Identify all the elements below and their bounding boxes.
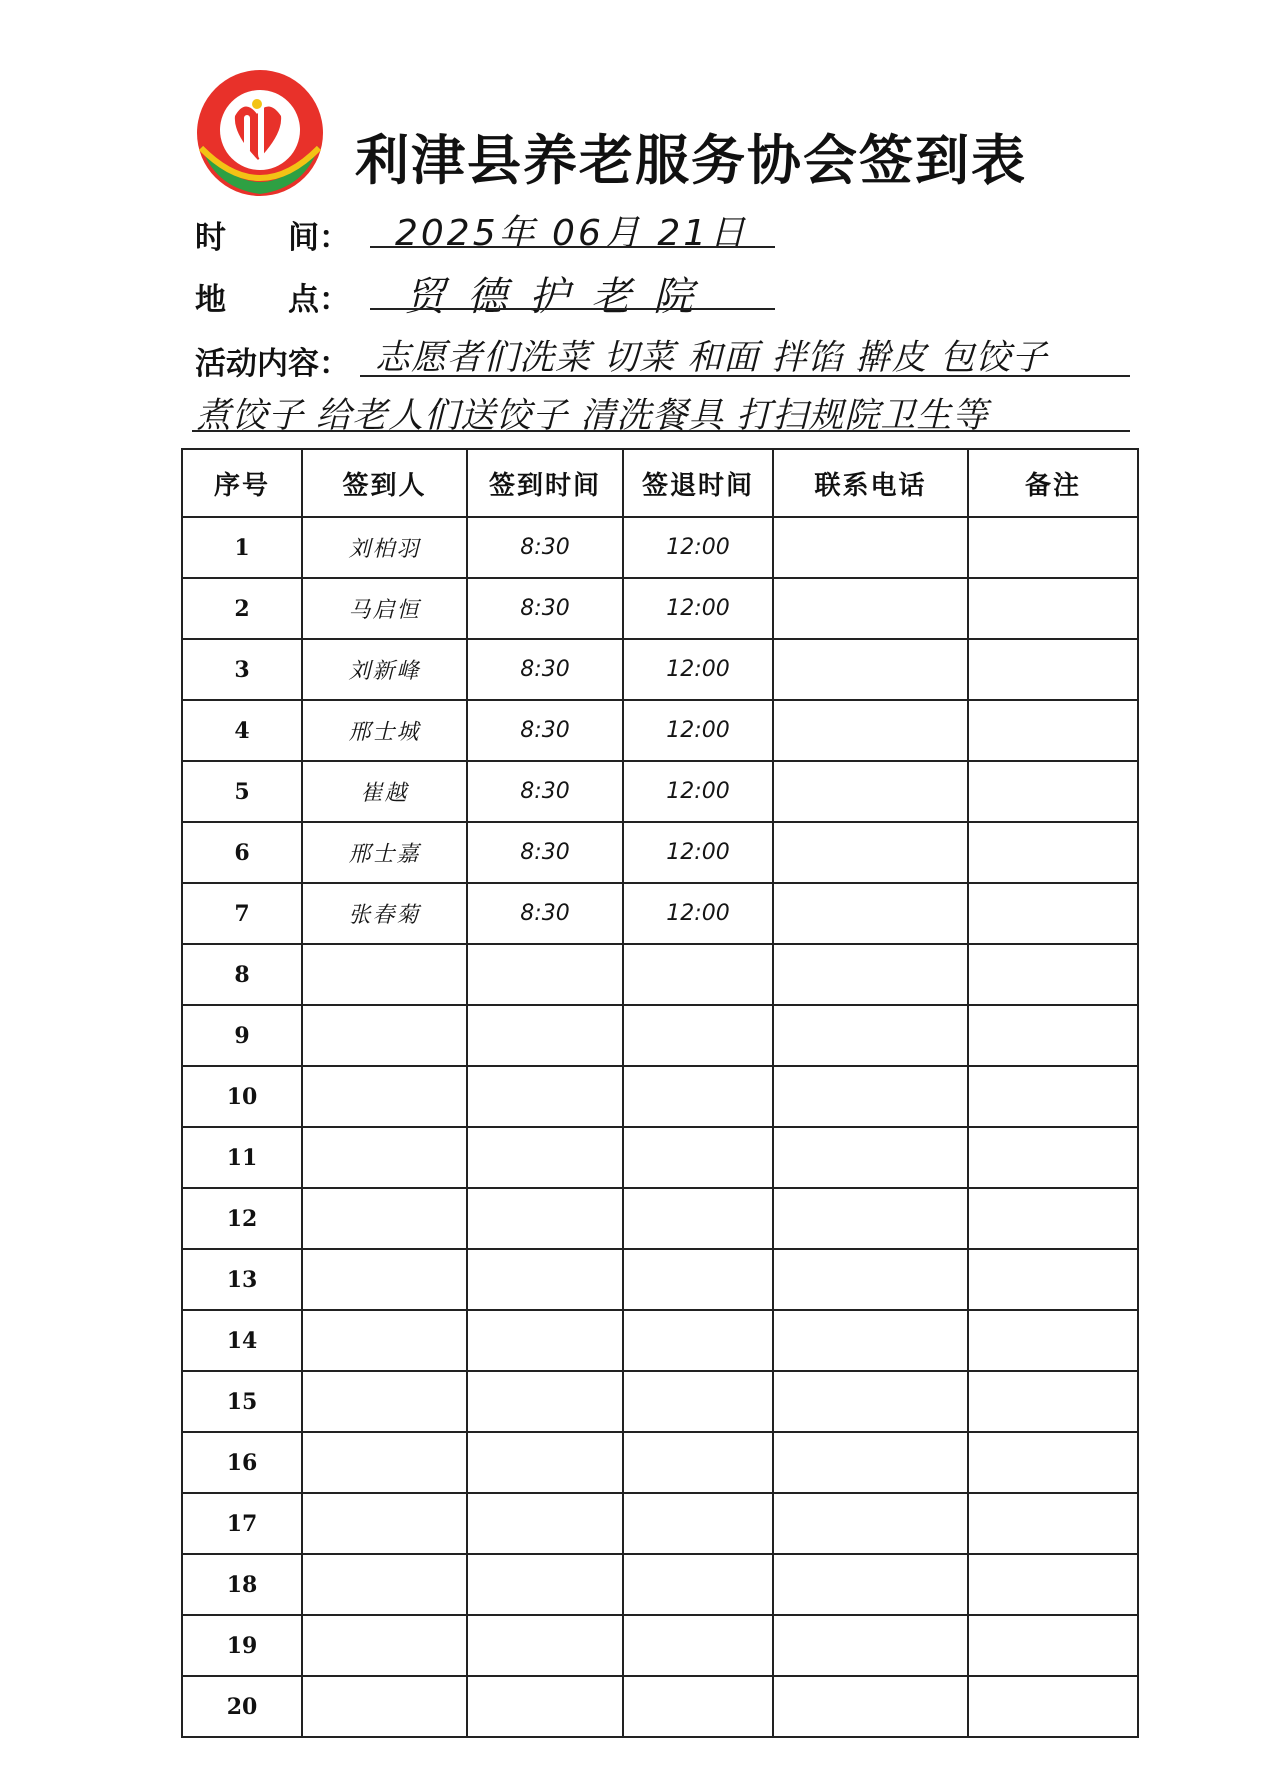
cell-note [968, 700, 1138, 761]
cell-checkout-time: 12:00 [623, 822, 773, 883]
sign-in-table [181, 448, 1139, 1738]
cell-checkin-time [467, 1493, 623, 1554]
cell-checkin-time: 8:30 [467, 883, 623, 944]
cell-no: 3 [182, 639, 302, 700]
cell-phone [773, 578, 968, 639]
cell-note [968, 1493, 1138, 1554]
cell-checkin-time [467, 1066, 623, 1127]
cell-no: 8 [182, 944, 302, 1005]
cell-note [968, 1310, 1138, 1371]
cell-checkout-time [623, 1249, 773, 1310]
cell-checkin-time [467, 1127, 623, 1188]
cell-phone [773, 1615, 968, 1676]
cell-checkout-time: 12:00 [623, 700, 773, 761]
cell-note [968, 1371, 1138, 1432]
association-logo [195, 68, 325, 198]
cell-note [968, 1188, 1138, 1249]
cell-name [302, 1005, 467, 1066]
activity-underline-1 [360, 375, 1130, 377]
table-row [182, 1432, 1138, 1493]
time-value: 2025年 06月 21日 [395, 213, 749, 254]
cell-note [968, 1554, 1138, 1615]
cell-phone [773, 822, 968, 883]
cell-checkout-time [623, 1005, 773, 1066]
cell-checkin-time [467, 1432, 623, 1493]
cell-note [968, 1127, 1138, 1188]
cell-name: 邢士城 [302, 700, 467, 761]
cell-checkin-time [467, 1615, 623, 1676]
cell-no: 19 [182, 1615, 302, 1676]
table-row [182, 883, 1138, 944]
table-row [182, 1005, 1138, 1066]
cell-phone [773, 700, 968, 761]
cell-name: 邢士嘉 [302, 822, 467, 883]
cell-note [968, 1249, 1138, 1310]
table-row [182, 1554, 1138, 1615]
cell-no: 14 [182, 1310, 302, 1371]
cell-phone [773, 1127, 968, 1188]
cell-name [302, 1310, 467, 1371]
activity-label: 活动内容： [195, 346, 350, 382]
cell-no: 9 [182, 1005, 302, 1066]
cell-checkin-time [467, 1005, 623, 1066]
cell-checkout-time [623, 1554, 773, 1615]
cell-checkin-time [467, 1188, 623, 1249]
place-label: 地 点： [195, 282, 350, 318]
cell-note [968, 578, 1138, 639]
place-underline [370, 308, 775, 310]
cell-no: 16 [182, 1432, 302, 1493]
cell-checkout-time: 12:00 [623, 761, 773, 822]
activity-underline-2 [192, 430, 1130, 432]
cell-no: 13 [182, 1249, 302, 1310]
cell-name: 刘柏羽 [302, 517, 467, 578]
cell-name: 马启恒 [302, 578, 467, 639]
cell-name [302, 1127, 467, 1188]
cell-no: 5 [182, 761, 302, 822]
cell-phone [773, 1432, 968, 1493]
cell-phone [773, 1188, 968, 1249]
table-row [182, 1310, 1138, 1371]
cell-phone [773, 517, 968, 578]
activity-line-2: 煮饺子 给老人们送饺子 清洗餐具 打扫规院卫生等 [196, 396, 989, 436]
page-title: 利津县养老服务协会签到表 [355, 128, 1027, 192]
cell-phone [773, 1371, 968, 1432]
header-phone: 联系电话 [773, 449, 968, 517]
cell-no: 1 [182, 517, 302, 578]
cell-phone [773, 639, 968, 700]
cell-name [302, 1554, 467, 1615]
cell-checkin-time: 8:30 [467, 639, 623, 700]
cell-checkin-time [467, 1371, 623, 1432]
cell-name: 刘新峰 [302, 639, 467, 700]
cell-note [968, 1066, 1138, 1127]
cell-note [968, 1676, 1138, 1737]
cell-phone [773, 1005, 968, 1066]
cell-note [968, 1615, 1138, 1676]
cell-phone [773, 1249, 968, 1310]
header-note: 备注 [968, 449, 1138, 517]
cell-checkin-time: 8:30 [467, 822, 623, 883]
cell-note [968, 883, 1138, 944]
cell-no: 10 [182, 1066, 302, 1127]
cell-note [968, 944, 1138, 1005]
cell-note [968, 761, 1138, 822]
time-underline [370, 246, 775, 248]
table-row [182, 578, 1138, 639]
table-row [182, 1188, 1138, 1249]
cell-no: 7 [182, 883, 302, 944]
cell-checkin-time [467, 1310, 623, 1371]
cell-note [968, 1432, 1138, 1493]
cell-checkin-time [467, 1249, 623, 1310]
cell-checkout-time: 12:00 [623, 883, 773, 944]
cell-no: 4 [182, 700, 302, 761]
header-checkin-time: 签到时间 [467, 449, 623, 517]
cell-checkout-time: 12:00 [623, 517, 773, 578]
cell-no: 11 [182, 1127, 302, 1188]
table-row [182, 639, 1138, 700]
table-row [182, 700, 1138, 761]
table-row [182, 944, 1138, 1005]
table-row [182, 761, 1138, 822]
cell-phone [773, 944, 968, 1005]
header-name: 签到人 [302, 449, 467, 517]
cell-no: 17 [182, 1493, 302, 1554]
cell-name [302, 1188, 467, 1249]
cell-name [302, 1493, 467, 1554]
cell-note [968, 822, 1138, 883]
cell-name: 张春菊 [302, 883, 467, 944]
cell-no: 2 [182, 578, 302, 639]
cell-checkin-time [467, 1554, 623, 1615]
cell-name [302, 1676, 467, 1737]
cell-checkin-time [467, 1676, 623, 1737]
cell-no: 20 [182, 1676, 302, 1737]
cell-checkin-time: 8:30 [467, 761, 623, 822]
table-row [182, 1493, 1138, 1554]
table-row [182, 1066, 1138, 1127]
cell-checkin-time [467, 944, 623, 1005]
cell-no: 12 [182, 1188, 302, 1249]
cell-phone [773, 1676, 968, 1737]
table-row [182, 1127, 1138, 1188]
table-row [182, 517, 1138, 578]
cell-name [302, 1066, 467, 1127]
header-checkout-time: 签退时间 [623, 449, 773, 517]
cell-checkout-time [623, 1127, 773, 1188]
table-row [182, 1371, 1138, 1432]
cell-phone [773, 1554, 968, 1615]
table-row [182, 1676, 1138, 1737]
cell-checkout-time [623, 1676, 773, 1737]
cell-phone [773, 1066, 968, 1127]
cell-name [302, 944, 467, 1005]
cell-checkout-time [623, 1432, 773, 1493]
cell-name [302, 1249, 467, 1310]
cell-checkin-time: 8:30 [467, 517, 623, 578]
cell-checkout-time [623, 1615, 773, 1676]
cell-checkout-time [623, 944, 773, 1005]
cell-name [302, 1371, 467, 1432]
cell-checkout-time: 12:00 [623, 578, 773, 639]
time-label: 时 间： [195, 220, 350, 256]
cell-checkout-time [623, 1310, 773, 1371]
cell-checkout-time [623, 1371, 773, 1432]
place-value: 贸德护老院 [405, 274, 715, 320]
cell-phone [773, 761, 968, 822]
cell-checkout-time: 12:00 [623, 639, 773, 700]
activity-line-1: 志愿者们洗菜 切菜 和面 拌馅 擀皮 包饺子 [375, 338, 1048, 378]
cell-checkout-time [623, 1188, 773, 1249]
cell-checkin-time: 8:30 [467, 700, 623, 761]
table-row [182, 1249, 1138, 1310]
cell-no: 18 [182, 1554, 302, 1615]
cell-no: 15 [182, 1371, 302, 1432]
cell-note [968, 1005, 1138, 1066]
header-no: 序号 [182, 449, 302, 517]
table-row [182, 1615, 1138, 1676]
table-row [182, 822, 1138, 883]
cell-name [302, 1432, 467, 1493]
cell-phone [773, 1493, 968, 1554]
cell-note [968, 639, 1138, 700]
cell-phone [773, 1310, 968, 1371]
table-header-row [182, 449, 1138, 517]
cell-checkout-time [623, 1493, 773, 1554]
cell-no: 6 [182, 822, 302, 883]
cell-name: 崔越 [302, 761, 467, 822]
cell-name [302, 1615, 467, 1676]
cell-checkout-time [623, 1066, 773, 1127]
cell-phone [773, 883, 968, 944]
cell-note [968, 517, 1138, 578]
cell-checkin-time: 8:30 [467, 578, 623, 639]
